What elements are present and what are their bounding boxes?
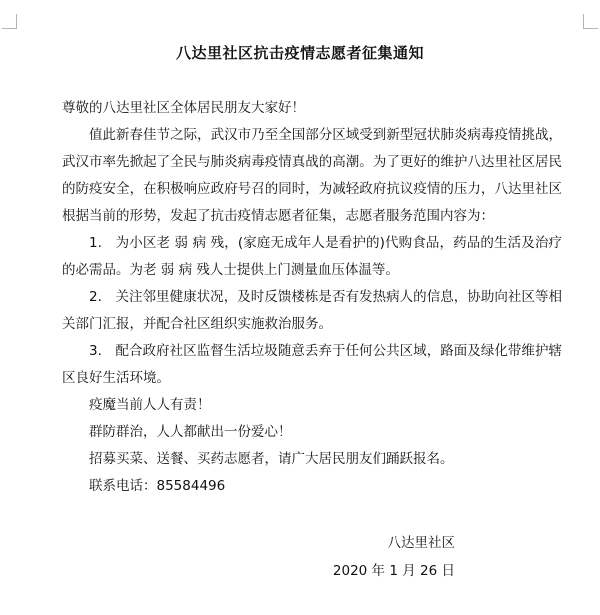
service-item-3: 3. 配合政府社区监督生活垃圾随意丢弃于任何公共区域，路面及绿化带维护辖区良好生活环境。 (62, 343, 562, 386)
crop-mark-top-left (2, 14, 17, 29)
notice-body (62, 95, 562, 500)
contact-phone: 联系电话：85584496 (89, 478, 226, 494)
notice-title: 八达里社区抗击疫情志愿者征集通知 (175, 44, 424, 62)
service-item-1: 1. 为小区老 弱 病 残，(家庭无成年人是看护的)代购食品，药品的生活及治疗的必需品。为老 弱 病 残人士提供上门测量血压体温等。 (62, 235, 562, 278)
service-item-2: 2. 关注邻里健康状况，及时反馈楼栋是否有发热病人的信息，协助向社区等相关部门汇报，并配合社区组织实施救治服务。 (62, 289, 562, 332)
slogan-line-1: 疫魔当前人人有责！ (89, 397, 211, 413)
recruit-line: 招募买菜、送餐、买药志愿者，请广大居民朋友们踊跃报名。 (89, 451, 454, 467)
crop-mark-top-right (583, 14, 598, 29)
salutation: 尊敬的八达里社区全体居民朋友大家好！ (62, 100, 305, 116)
signature-organization: 八达里社区 (387, 535, 455, 551)
slogan-line-2: 群防群治，人人都献出一份爱心！ (89, 424, 292, 440)
signature-date: 2020 年 1 月 26 日 (332, 563, 455, 579)
intro-paragraph: 值此新春佳节之际，武汉市乃至全国部分区域受到新型冠状肺炎病毒疫情挑战，武汉市率先掀起了全民与肺炎病毒疫情真战的高潮。为了更好的维护八达里社区居民的防疫安全，在积极响应政府号召的同时，为减轻政府抗议疫情的压力，八达里社区根据当前的形势，发起了抗击疫情志愿者征集，志愿者服务范围内容为： (62, 127, 562, 224)
